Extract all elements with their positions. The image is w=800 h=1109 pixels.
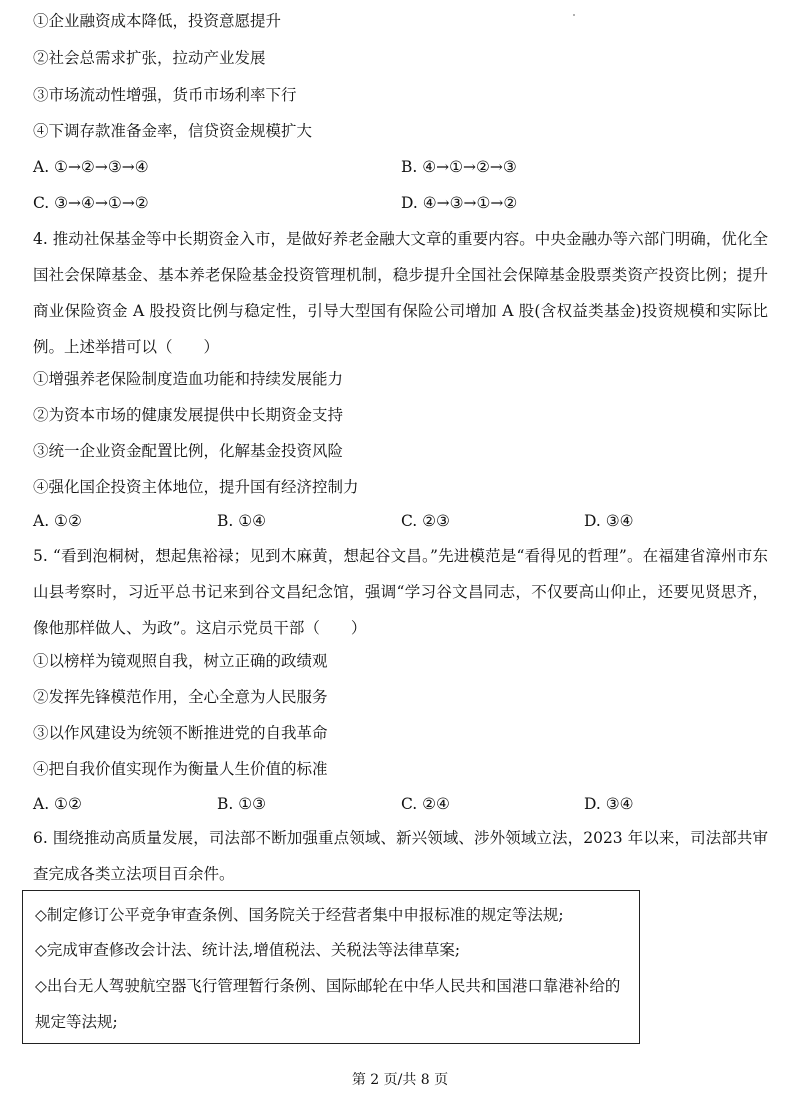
q4-option-a: A. ①② [33,512,82,530]
q3-item-4: ④下调存款准备金率，信贷资金规模扩大 [33,122,313,140]
q5-item-1: ①以榜样为镜观照自我，树立正确的政绩观 [33,652,328,670]
q5-option-b: B. ①③ [217,795,267,813]
q5-stem: 5. “看到泡桐树，想起焦裕禄；见到木麻黄，想起谷文昌。”先进模范是“看得见的哲理”。在福建省漳州市东山县考察时，习近平总书记来到谷文昌纪念馆，强调“学习谷文昌同志，不仅要高山仰止，还要见贤思齐，像他那样做人、为政”。这启示党员干部（ ） [33,547,768,637]
q5-item-4: ④把自我价值实现作为衡量人生价值的标准 [33,760,328,778]
q6-stem: 6. 围绕推动高质量发展，司法部不断加强重点领域、新兴领域、涉外领域立法，2023 年以来，司法部共审查完成各类立法项目百余件。 [33,829,768,883]
box-line-1: ◇制定修订公平竞争审查条例、国务院关于经营者集中申报标准的规定等法规; [35,906,564,924]
q3-option-b: B. ④→①→②→③ [401,158,517,176]
q4-item-4: ④强化国企投资主体地位，提升国有经济控制力 [33,478,359,496]
q4-option-c: C. ②③ [401,512,450,530]
q4-item-3: ③统一企业资金配置比例，化解基金投资风险 [33,442,344,460]
q4-option-b: B. ①④ [217,512,267,530]
q4-item-1: ①增强养老保险制度造血功能和持续发展能力 [33,370,344,388]
box-line-2: ◇完成审查修改会计法、统计法,增值税法、关税法等法律草案; [35,941,461,959]
q3-item-3: ③市场流动性增强，货币市场利率下行 [33,86,297,104]
q5-option-a: A. ①② [33,795,82,813]
q5-item-2: ②发挥先锋模范作用，全心全意为人民服务 [33,688,328,706]
q4-item-2: ②为资本市场的健康发展提供中长期资金支持 [33,406,344,424]
q5-item-3: ③以作风建设为统领不断推进党的自我革命 [33,724,328,742]
q5-option-c: C. ②④ [401,795,450,813]
q3-item-1: ①企业融资成本降低，投资意愿提升 [33,12,282,30]
q5-option-d: D. ③④ [584,795,634,813]
q3-option-d: D. ④→③→①→② [401,194,518,212]
q4-option-d: D. ③④ [584,512,634,530]
q4-stem: 4. 推动社保基金等中长期资金入市，是做好养老金融大文章的重要内容。中央金融办等六部门明确，优化全国社会保障基金、基本养老保险基金投资管理机制，稳步提升全国社会保障基金股票类资产投资比例；提升商业保险资金 A 股投资比例与稳定性，引导大型国有保险公司增加 A 股(含权益类基金)投资规模和实际比例。上述举措可以（ ） [33,230,768,356]
q3-option-a: A. ①→②→③→④ [33,158,149,176]
q3-item-2: ②社会总需求扩张，拉动产业发展 [33,49,266,67]
page-footer: 第 2 页/共 8 页 [351,1072,449,1088]
legislation-box [22,890,640,1044]
q3-option-c: C. ③→④→①→② [33,194,149,212]
box-line-4: 规定等法规; [35,1013,118,1031]
box-line-3: ◇出台无人驾驶航空器飞行管理暂行条例、国际邮轮在中华人民共和国港口靠港补给的 [35,977,621,995]
scan-speck [573,14,575,16]
